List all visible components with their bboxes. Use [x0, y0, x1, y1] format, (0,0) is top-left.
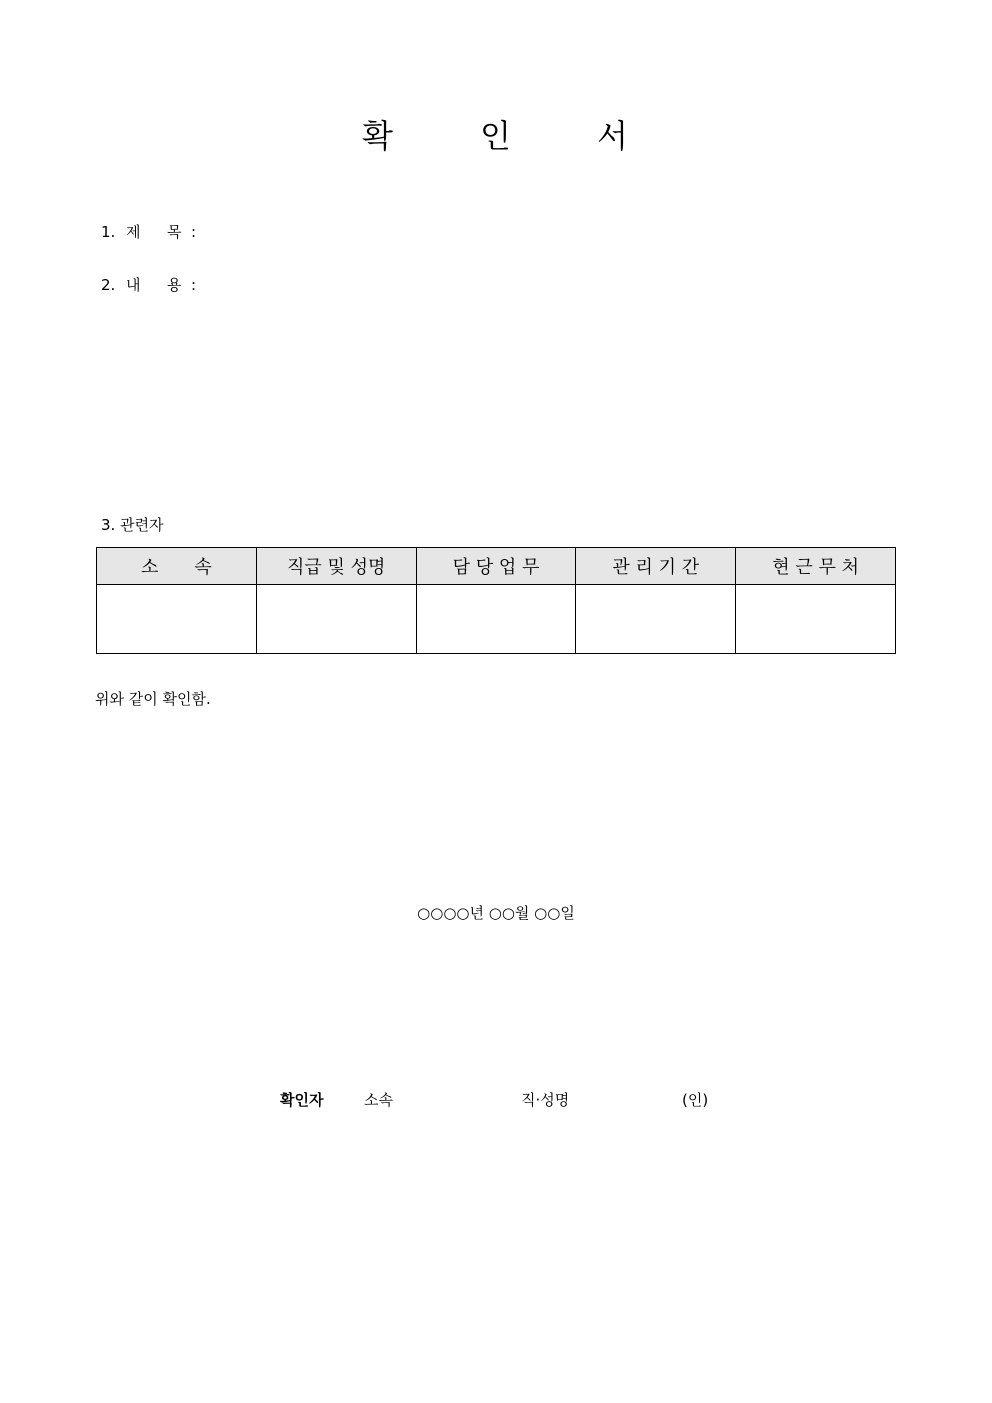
table-cell[interactable]: [256, 585, 416, 654]
header-management-period: 관 리 기 간: [576, 548, 736, 585]
header-duties: 담 당 업 무: [416, 548, 576, 585]
field-number: 1.: [101, 223, 116, 241]
table-cell[interactable]: [736, 585, 896, 654]
related-persons-table: [96, 547, 896, 654]
title-char-2: 인: [480, 117, 511, 155]
table-cell[interactable]: [416, 585, 576, 654]
field-label-part1: 제: [126, 223, 141, 241]
field-colon: :: [191, 223, 197, 241]
title-char-1: 확: [362, 117, 393, 155]
table-cell[interactable]: [576, 585, 736, 654]
related-persons-heading: 3. 관련자: [101, 516, 164, 534]
signature-line: [0, 1088, 992, 1112]
signer-affiliation-label: 소속: [364, 1091, 393, 1109]
field-label-part2: 용: [167, 276, 182, 294]
table-row: [97, 585, 896, 654]
date-line: ○○○○년 ○○월 ○○일: [417, 904, 575, 922]
document-title: [0, 112, 992, 160]
signer-position-name-label: 직·성명: [521, 1091, 570, 1109]
title-char-3: 서: [597, 117, 628, 155]
header-position-name: 직급 및 성명: [256, 548, 416, 585]
table-header-row: [97, 548, 896, 585]
table-cell[interactable]: [97, 585, 257, 654]
field-number: 2.: [101, 276, 116, 294]
field-label-part2: 목: [167, 223, 182, 241]
header-affiliation: 소 속: [97, 548, 257, 585]
field-label-part1: 내: [126, 276, 141, 294]
signer-label: 확인자: [280, 1091, 324, 1109]
confirmation-statement: 위와 같이 확인함.: [95, 690, 211, 708]
header-current-workplace: 현 근 무 처: [736, 548, 896, 585]
field-colon: :: [191, 276, 197, 294]
seal-mark: (인): [682, 1091, 709, 1109]
